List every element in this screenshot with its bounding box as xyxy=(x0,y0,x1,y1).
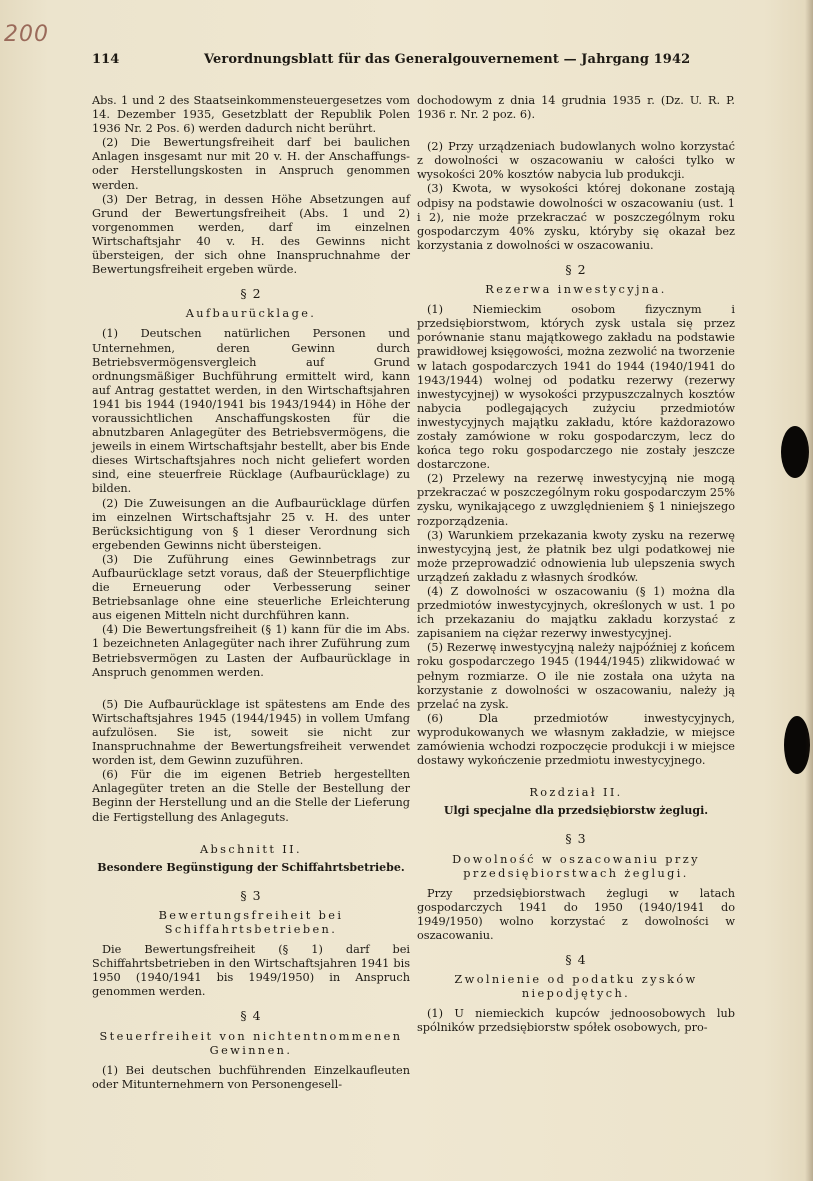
paragraph: (2) Przy urządzeniach budowlanych wolno korzystać z dowolności w oszacowaniu w całości tylko w wysokości 20% kosztów nabycia lub produkcji. xyxy=(417,140,735,182)
section-heading: § 4 xyxy=(565,952,587,968)
paragraph: Przy przedsiębiorstwach żeglugi w latach gospodarczych 1941 do 1950 (1940/1941 do 1949/1950) wolno korzystać z dowolności w oszacowaniu. xyxy=(417,886,735,942)
section-heading: § 3 xyxy=(565,831,587,847)
paragraph: (4) Die Bewertungsfreiheit (§ 1) kann für die im Abs. 1 bezeichneten Anlagegüter nach ihrer Zuführung zum Betriebsvermögen zu Lasten der Aufbaurücklage in Anspruch genommen werden. xyxy=(92,623,410,679)
paragraph: (2) Die Zuweisungen an die Aufbaurücklage dürfen im einzelnen Wirtschaftsjahr 25 v. H. des unter Berücksichtigung von § 1 dieser Verordnung sich ergebenden Gewinns nicht übersteigen. xyxy=(92,496,410,552)
section-heading: § 3 xyxy=(240,887,262,903)
paragraph: Die Bewertungsfreiheit (§ 1) darf bei Schiffahrtsbetrieben in den Wirtschaftsjahren 1941 bis 1950 (1940/1941 bis 1949/1950) in Anspruch genommen werden. xyxy=(92,943,410,999)
german-column xyxy=(92,94,410,1092)
handwritten-page-note: 200 xyxy=(4,22,49,47)
chapter-title: Ulgi specjalne dla przedsiębiorstw żeglugi. xyxy=(443,804,709,818)
chapter-title: Besondere Begünstigung der Schiffahrtsbetriebe. xyxy=(97,860,405,874)
paragraph: (6) Dla przedmiotów inwestycyjnych, wyprodukowanych we własnym zakładzie, w miejsce zamówienia wchodzi rozpoczęcie produkcji i w miejsce dostawy wykończenie przedmiotu inwestycyjnego. xyxy=(417,711,735,768)
paragraph: (2) Przelewy na rezerwę inwestycyjną nie mogą przekraczać w poszczególnym roku gospodarczym 25% zysku, wynikającego z uwzględnieniem § 1 niniejszego rozporządzenia. xyxy=(417,472,736,528)
paragraph: (4) Z dowolności w oszacowaniu (§ 1) można dla przedmiotów inwestycyjnych, określonych w ust. 1 po ich przekazaniu do majątku zakładu korzystać z zapisaniem na ciężar rezerwy inwestycyjnej. xyxy=(417,585,735,641)
paragraph: Abs. 1 und 2 des Staatseinkommensteuergesetzes vom 14. Dezember 1935, Gesetzblatt der Republik Polen 1936 Nr. 2 Pos. 6) werden dadurch nicht berührt. xyxy=(92,94,410,136)
paragraph: (1) U niemieckich kupców jednoosobowych lub spólników przedsiębiorstw spółek osobowych, pro- xyxy=(417,1007,735,1035)
paragraph: (6) Für die im eigenen Betrieb hergestellten Anlagegüter treten an die Stelle der Bestellung der Beginn der Herstellung und an die Stelle der Lieferung die Fertigstellung des Anlageguts. xyxy=(92,768,410,824)
paragraph: dochodowym z dnia 14 grudnia 1935 r. (Dz. U. R. P. 1936 r. Nr. 2 poz. 6). xyxy=(417,94,735,122)
paragraph: (1) Bei deutschen buchführenden Einzelkaufleuten oder Mitunternehmern von Personengesell- xyxy=(92,1063,410,1091)
section-title: Rezerwa inwestycyjna. xyxy=(485,283,667,297)
paragraph: (3) Die Zuführung eines Gewinnbetrags zur Aufbaurücklage setzt voraus, daß der Steuerpflichtige die Erneuerung oder Verbesserung seiner Betriebsanlage ohne eine steuerliche Erleichterung aus eigenen Mitteln nicht durchführen kann. xyxy=(92,552,410,623)
page-edge-shadow xyxy=(805,0,813,1181)
section-title: Bewertungsfreiheit bei Schiffahrtsbetrieben. xyxy=(158,908,344,936)
section-title: Aufbaurücklage. xyxy=(185,307,317,321)
section-title: Steuerfreiheit von nichtentnommenen Gewinnen. xyxy=(99,1029,403,1057)
section-title: Zwolnienie od podatku zysków niepodjętych. xyxy=(454,973,698,1001)
chapter-heading: Abschnitt II. xyxy=(199,842,303,856)
section-heading: § 2 xyxy=(565,261,587,277)
section-title: Dowolność w oszacowaniu przy przedsiębiorstwach żeglugi. xyxy=(452,852,700,880)
paragraph: (5) Rezerwę inwestycyjną należy najpóźniej z końcem roku gospodarczego 1945 (1944/1945) zlikwidować w pełnym rozmiarze. O ile nie została ona użyta na korzystanie z dowolności w oszacowaniu, należy ją przelać na zysk. xyxy=(417,641,735,711)
paragraph: (3) Warunkiem przekazania kwoty zysku na rezerwę inwestycyjną jest, że płatnik bez ulgi podatkowej nie może przeprowadzić odnowienia lub ulepszenia swych urządzeń zakładu z własnych środków. xyxy=(417,528,735,584)
paragraph: (1) Deutschen natürlichen Personen und Unternehmen, deren Gewinn durch Betriebsvermögensvergleich auf Grund ordnungsmäßiger Buchführung ermittelt wird, kann auf Antrag gestattet werden, in den Wirtschaftsjahren 1941 bis 1944 (1940/1941 bis 1943/1944) in Höhe der voraussichtlichen Anschaffungskosten für die abnutzbaren Anlagegüter des Betriebsvermögens, die jeweils in einem Wirtschaftsjahr bestellt, aber bis Ende dieses Wirtschaftsjahres noch nicht geliefert worden sind, eine steuerfreie Rücklage (Aufbaurücklage) zu bilden. xyxy=(92,327,410,496)
section-heading: § 2 xyxy=(240,286,262,302)
paragraph: (3) Der Betrag, in dessen Höhe Absetzungen auf Grund der Bewertungsfreiheit (Abs. 1 und 2) vorgenommen werden, darf im einzelnen Wirtschaftsjahr 40 v. H. des Gewinns nicht übersteigen, der sich ohne Inanspruchnahme der Bewertungsfreiheit ergeben würde. xyxy=(92,192,410,277)
section-heading: § 4 xyxy=(240,1008,262,1024)
paragraph: (5) Die Aufbaurücklage ist spätestens am Ende des Wirtschaftsjahres 1945 (1944/1945) in vollem Umfang aufzulösen. Sie ist, soweit sie nicht zur Inanspruchnahme der Bewertungsfreiheit verwendet worden ist, dem Gewinn zuzuführen. xyxy=(92,697,410,768)
page-number: 114 xyxy=(92,52,120,67)
journal-title: Verordnungsblatt für das Generalgouvernement — Jahrgang 1942 xyxy=(204,52,691,67)
polish-column xyxy=(417,94,735,1036)
chapter-heading: Rozdział II. xyxy=(529,786,623,800)
paragraph: (2) Die Bewertungsfreiheit darf bei baulichen Anlagen insgesamt nur mit 20 v. H. der Anschaffungs- oder Herstellungskosten in Anspruch genommen werden. xyxy=(92,136,410,192)
paragraph: (1) Niemieckim osobom fizycznym i przedsiębiorstwom, których zysk ustala się przez porównanie stanu majątkowego zakładu na podstawie prawidłowej księgowości, można zezwolić na tworzenie w latach gospodarczych 1941 do 1944 (1940/1941 do 1943/1944) wolnej od podatku rezerwy (rezerwy inwestycyjnej) w wysokości przypuszczalnych kosztów nabycia podlegających zużyciu przedmiotów inwestycyjnych majątku zakładu, które każdorazowo zostały zamówione w roku gospodarczym, lecz do końca tego roku gospodarczego nie zostały jeszcze dostarczone. xyxy=(417,303,735,472)
paragraph: (3) Kwota, w wysokości której dokonane zostają odpisy na podstawie dowolności w oszacowaniu (ust. 1 i 2), nie może przekraczać w poszczególnym roku gospodarczym 40% zysku, któryby się okazał bez korzystania z dowolności w oszacowaniu. xyxy=(417,182,735,252)
